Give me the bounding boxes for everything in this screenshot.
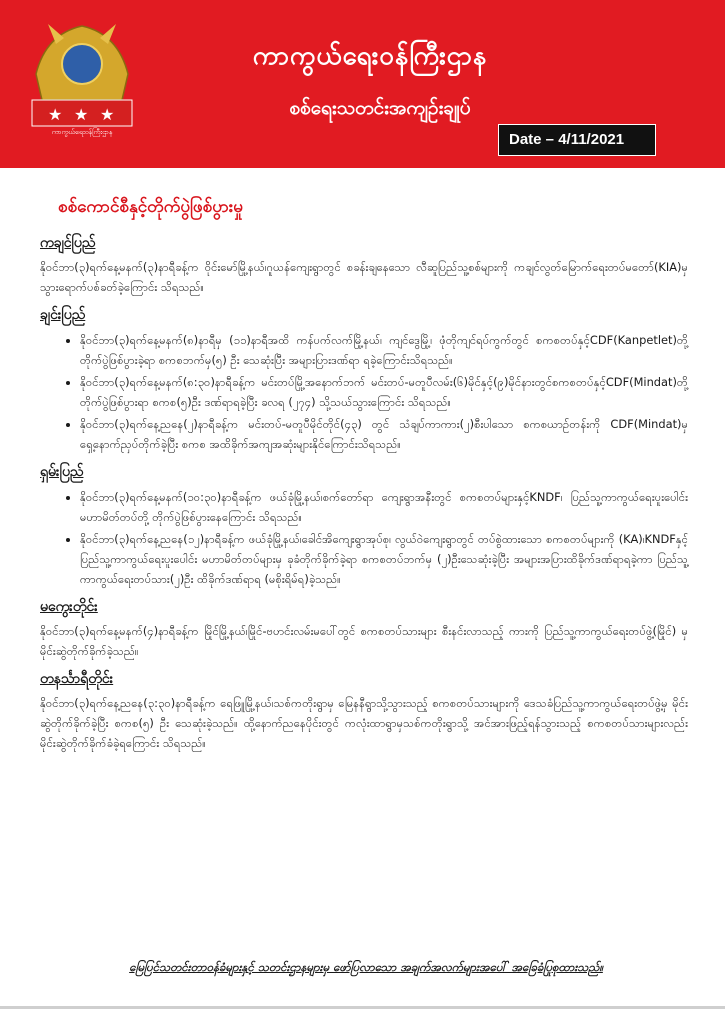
section-tanintharyi [40, 669, 688, 753]
section-kachin [40, 233, 688, 297]
date-label: Date – 4/11/2021 [498, 124, 656, 156]
list-item: • နိုဝင်ဘာ(၃)ရက်နေ့ညနေ(၂)နာရီခန့်က မင်းတပ်-မတူပီမိုင်တိုင်(၄၃) တွင် သံချပ်ကာကား(၂)စီးပါသော စကစယာဉ်တန်းကို CDF(Mindat)မှ ရှေ့နောက်ညှပ်တိုက်ခဲ့ပြီး စကစ အထိခိုက်အကျအဆုံးများနိုင်ကြောင်းသိရသည်။ [80, 414, 688, 454]
svg-text:★: ★ [48, 105, 63, 124]
svg-text:★: ★ [100, 105, 115, 124]
list-item: • နိုဝင်ဘာ(၃)ရက်နေ့မနက်(၈:၃၀)နာရီခန့်က မင်းတပ်မြို့အနောက်ဘက် မင်းတပ်-မတူပီလမ်း(၆)မိုင်နှင့်(၉)မိုင်နားတွင်စကစတပ်နှင့်CDF(Mindat)တို့တိုက်ပွဲဖြစ်ပွားရာ စကစ(၅)ဦး ဒဏ်ရာရခဲ့ပြီး ခလရ (၂၇၄) သို့သယ်သွားကြောင်း သိရသည်။ [80, 372, 688, 412]
bottom-divider [0, 1006, 725, 1009]
list-item: • နိုဝင်ဘာ(၃)ရက်နေ့ညနေ(၁၂)နာရီခန့်က ဖယ်ခုံမြို့နယ်၊ခေါင်အိကျေးရွာအုပ်စု၊ လွယ်ဝဲကျေးရွာတွင် တပ်စွဲထားသော စကစတပ်များကို (KA)၊KNDFနှင့် ပြည်သူ့ကာကွယ်ရေးပူးပေါင်း မဟာမိတ်တပ်များမှ ခုခံတိုက်ခိုက်ခဲ့ရာ စကစတပ်ဘက်မှ (၂)ဦးသေဆုံးခဲ့ပြီး အများအပြားထိခိုက်ဒဏ်ရာရခဲ့ကာ ပြည်သူ့ကာကွယ်ရေးတပ်သား(၂)ဦး ထိခိုက်ဒဏ်ရာရ (မစိုးရိမ်ရ)ခဲ့သည်။ [80, 529, 688, 589]
section-paragraph: နိုဝင်ဘာ(၃)ရက်နေ့မနက်(၃)နာရီခန့်က ဝိုင်းမော်မြို့နယ်၊ဂူယန်ကျေးရွာတွင် စခန်းချနေသော လီဆူပြည်သူ့စစ်များကို ကချင်လွတ်မြောက်ရေးတပ်မတော်(KIA)မှ သွားရောက်ပစ်ခတ်ခဲ့ကြောင်း သိရသည်။ [40, 260, 688, 294]
ministry-title: ကာကွယ်ရေးဝန်ကြီးဌာန [252, 41, 488, 71]
bulletin-subtitle: စစ်ရေးသတင်းအကျဉ်းချုပ် [289, 97, 471, 119]
section-magway [40, 597, 688, 661]
list-item: • နိုဝင်ဘာ(၃)ရက်နေ့မနက်(၁၀:၃၀)နာရီခန့်က ဖယ်ခုံမြို့နယ်၊စက်တော်ရာ ကျေးရွာအနီးတွင် စကစတပ်များနှင့်KNDF၊ ပြည်သူ့ကာကွယ်ရေးပူးပေါင်း မဟာမိတ်တပ်တို့ တိုက်ပွဲဖြစ်ပွားနေကြောင်း သိရသည်။ [80, 487, 688, 527]
page-heading: စစ်ကောင်စီနှင့်တိုက်ပွဲဖြစ်ပွားမှု [58, 197, 243, 217]
footer-note: မြေပြင်သတင်းတာဝန်ခံများနှင့် သတင်းဌာနများမှ ဖော်ပြလာသော အချက်အလက်များအပေါ် အခြေခံပြုစုထားသည်။ [129, 960, 603, 974]
header-banner [0, 0, 725, 168]
section-title: တနင်္သာရီတိုင်း [40, 671, 114, 687]
section-title: ကချင်ပြည် [40, 235, 96, 251]
logo-caption: ကာကွယ်ရေးဝန်ကြီးဌာန [51, 128, 113, 136]
section-shan [40, 462, 688, 589]
section-paragraph: နိုဝင်ဘာ(၃)ရက်နေ့မနက်(၄)နာရီခန့်က မြိုင်မြို့နယ်၊မြိုင်-ဗဟင်းလမ်းမပေါ်တွင် စကစတပ်သားများ စီးနင်းလာသည့် ကားကို ပြည်သူ့ကာကွယ်ရေးတပ်ဖွဲ့(မြိုင်) မှ မိုင်းဆွဲတိုက်ခိုက်ခဲ့သည်။ [40, 624, 688, 658]
section-title: ချင်းပြည် [40, 307, 86, 323]
section-title: မကွေးတိုင်း [40, 599, 98, 615]
section-chin [40, 305, 688, 454]
svg-text:★: ★ [74, 105, 89, 124]
section-paragraph: နိုဝင်ဘာ(၃)ရက်နေ့ညနေ(၃:၃၀)နာရီခန့်က ရေဖြူမြို့နယ်၊သစ်ကတိုးရွာမှ မြေနနီရွာသို့သွားသည့် စကစတပ်သားများကို ဒေသခံပြည်သူ့ကာကွယ်ရေးတပ်ဖွဲ့မှ မိုင်းဆွဲတိုက်ခိုက်ခဲ့ပြီး စကစ(၅) ဦး သေဆုံးခဲ့သည်။ ထို့နောက်ညနေပိုင်းတွင် ကလုံးထာရွာမှသစ်ကတိုးရွာသို့ အင်အားဖြည့်ရန်သွားသည့် စကစတပ်သားများလည်း မိုင်းဆွဲတိုက်ခိုက်ခံခဲ့ရကြောင်း သိရသည်။ [40, 696, 688, 750]
list-item: • နိုဝင်ဘာ(၃)ရက်နေ့မနက်(၈)နာရီမှ (၁၁)နာရီအထိ ကန်ပက်လက်မြို့နယ်၊ ကျင်ဒွေမြို့၊ ဖုံတိုကျင်ရပ်ကွက်တွင် စကစတပ်နှင့်CDF(Kanpetlet)တို့ တိုက်ပွဲဖြစ်ပွားခဲ့ရာ စကစဘက်မှ(၅) ဦး သေဆုံးပြီး အများပြားဒဏ်ရာ ရခဲ့ကြောင်းသိရသည်။ [80, 330, 688, 370]
bullet-list [40, 330, 688, 454]
bulletin-body [40, 196, 688, 753]
bullet-list [40, 487, 688, 589]
section-title: ရှမ်းပြည် [40, 464, 84, 480]
